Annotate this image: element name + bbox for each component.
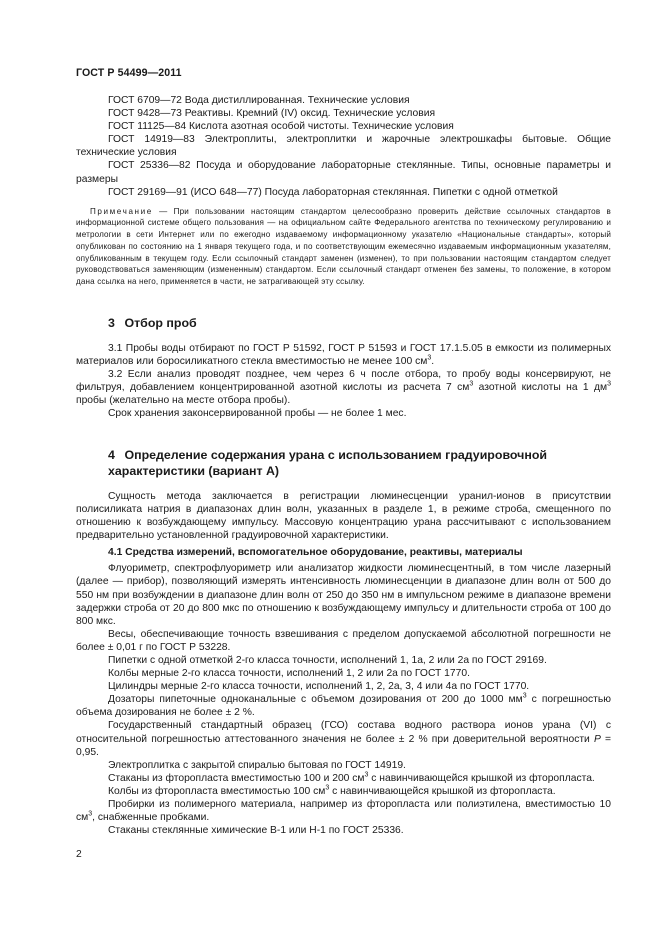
equipment-pipettes: Пипетки с одной отметкой 2-го класса точности, исполнений 1, 1а, 2 или 2а по ГОСТ 29169.	[108, 654, 547, 666]
section-number: 4	[108, 448, 115, 463]
equipment-flasks: Колбы мерные 2-го класса точности, исполнений 1, 2 или 2а по ГОСТ 1770.	[108, 668, 470, 680]
equipment-ptfe-cups	[76, 772, 611, 785]
superscript: 3	[364, 771, 369, 779]
section-3-heading	[76, 316, 611, 331]
equipment-reference-sample	[76, 719, 611, 758]
normative-references-list	[76, 94, 611, 199]
reference-item: ГОСТ 29169—91 (ИСО 648—77) Посуда лабораторная стеклянная. Пипетки с одной отметкой	[108, 186, 558, 198]
superscript: 3	[88, 810, 93, 818]
note-label: Примечание	[90, 206, 153, 216]
clause-text: .	[431, 355, 435, 367]
equipment-stove: Электроплитка с закрытой спиралью бытовая по ГОСТ 14919.	[108, 759, 406, 771]
superscript: 3	[427, 354, 432, 362]
probability-symbol: P	[593, 733, 601, 745]
note-paragraph	[76, 206, 611, 288]
superscript: 3	[522, 692, 527, 700]
equipment-dispensers	[76, 693, 611, 719]
subsection-4-1-heading: 4.1 Средства измерений, вспомогательное оборудование, реактивы, материалы	[108, 547, 523, 559]
reference-item: ГОСТ 25336—82 Посуда и оборудование лабораторные стеклянные. Типы, основные параметры и размеры	[76, 160, 611, 185]
item-text: = 0,95.	[76, 733, 611, 758]
equipment-ptfe-flasks	[76, 785, 611, 798]
note-text: — При пользовании настоящим стандартом целесообразно проверить действие ссылочных стандартов в информационной системе общего пользования — на официальном сайте Федерального агентства по техническому регулированию и метрологии в сети Интернет или по ежегодно издаваемому информационному указателю «Национальные стандарты», который опубликован по состоянию на 1 января текущего года, и по соответствующим ежемесячно издаваемым информационным указателям, опубликованным в текущем году. Если ссылочный стандарт заменен (изменен), то при пользовании настоящим стандартом следует руководствоваться заменяющим (измененным) стандартом. Если ссылочный стандарт отменен без замены, то положение, в котором дана ссылка на него, применяется в части, не затрагивающей эту ссылку.	[76, 206, 611, 286]
superscript: 3	[607, 380, 611, 388]
equipment-fluorimeter: Флуориметр, спектрофлуориметр или анализатор жидкости люминесцентный, в том числе лазерный (далее — прибор), позволяющий измерять интенсивность люминесценции в диапазоне длин волн от 500 до 550 нм при возбуждении в диапазоне длин волн от 250 до 350 нм в импульсном режиме в диапазоне времени задержки строба от 20 до 800 мкс по отношению к возбуждающему импульсу и длительности строба от 100 до 800 мкс.	[76, 563, 611, 627]
document-code-header: ГОСТ Р 54499—2011	[76, 67, 182, 79]
section-title-line-2: характеристики (вариант А)	[108, 463, 280, 478]
clause-text: 3.1 Пробы воды отбирают по ГОСТ Р 51592, ГОСТ Р 51593 и ГОСТ 17.1.5.05 в емкости из полимерных материалов или боросиликатного стекла вместимостью не менее 100 см	[76, 342, 611, 367]
clause-text: пробы (желательно на месте отбора пробы).	[76, 395, 291, 407]
item-text: Колбы из фторопласта вместимостью 100 см	[108, 785, 326, 797]
equipment-cylinders: Цилиндры мерные 2-го класса точности, исполнений 1, 2, 2а, 3, 4 или 4а по ГОСТ 1770.	[108, 681, 530, 693]
equipment-glass-beakers: Стаканы стеклянные химические В-1 или Н-1 по ГОСТ 25336.	[108, 825, 404, 837]
equipment-tubes	[76, 798, 611, 824]
reference-item: ГОСТ 14919—83 Электроплиты, электроплитки и жарочные электрошкафы бытовые. Общие технические условия	[76, 134, 611, 159]
clause-text: 3.2 Если анализ проводят позднее, чем через 6 ч после отбора, то пробу воды консервируют, не фильтруя, добавлением концентрированной азотной кислоты из расчета 7 см	[76, 369, 611, 394]
item-text: , снабженные пробками.	[92, 812, 210, 824]
superscript: 3	[469, 380, 474, 388]
item-text: Дозаторы пипеточные одноканальные с объемом дозирования от 200 до 1000 мм	[108, 694, 523, 706]
item-text: с навинчивающейся крышкой из фторопласта.	[329, 785, 556, 797]
item-text: Государственный стандартный образец (ГСО) состава водного раствора ионов урана (VI) с относительной погрешностью аттестованного значения не более ± 2 % при доверительной вероятности	[76, 720, 611, 745]
item-text: Стаканы из фторопласта вместимостью 100 и 200 см	[108, 772, 365, 784]
equipment-scales: Весы, обеспечивающие точность взвешивания с пределом допускаемой абсолютной погрешности не более ± 0,01 г по ГОСТ Р 53228.	[76, 628, 611, 653]
section-title: Отбор проб	[124, 315, 197, 330]
document-body	[76, 94, 611, 837]
reference-item: ГОСТ 9428—73 Реактивы. Кремний (IV) оксид. Технические условия	[108, 108, 436, 120]
reference-item: ГОСТ 11125—84 Кислота азотная особой чистоты. Технические условия	[108, 121, 454, 133]
clause-3-1	[76, 342, 611, 368]
section-4-heading	[76, 448, 611, 478]
reference-item: ГОСТ 6709—72 Вода дистиллированная. Технические условия	[108, 95, 410, 106]
item-text: с погрешностью объема дозирования не более ± 2 %.	[76, 694, 611, 719]
section-number: 3	[108, 315, 115, 330]
clause-text: азотной кислоты на 1 дм	[473, 382, 608, 394]
clause-3-2	[76, 368, 611, 407]
item-text: с навинчивающейся крышкой из фторопласта.	[368, 772, 595, 784]
item-text: Пробирки из полимерного материала, например из фторопласта или полиэтилена, вместимостью 10 см	[76, 799, 611, 824]
section-title-line-1: Определение содержания урана с использованием градуировочной	[124, 448, 548, 463]
method-intro-paragraph: Сущность метода заключается в регистрации люминесценции уранил-ионов в присутствии полисиликата натрия в диапазонах длин волн, указанных в разделе 1, в режиме строба, смещенного по отношению к возбуждающему импульсу. Массовую концентрацию урана рассчитывают с использованием предварительно установленной градуировочной характеристики.	[76, 490, 611, 542]
page-number: 2	[76, 849, 82, 860]
storage-period-paragraph: Срок хранения законсервированной пробы — не более 1 мес.	[108, 408, 407, 420]
superscript: 3	[325, 784, 330, 792]
